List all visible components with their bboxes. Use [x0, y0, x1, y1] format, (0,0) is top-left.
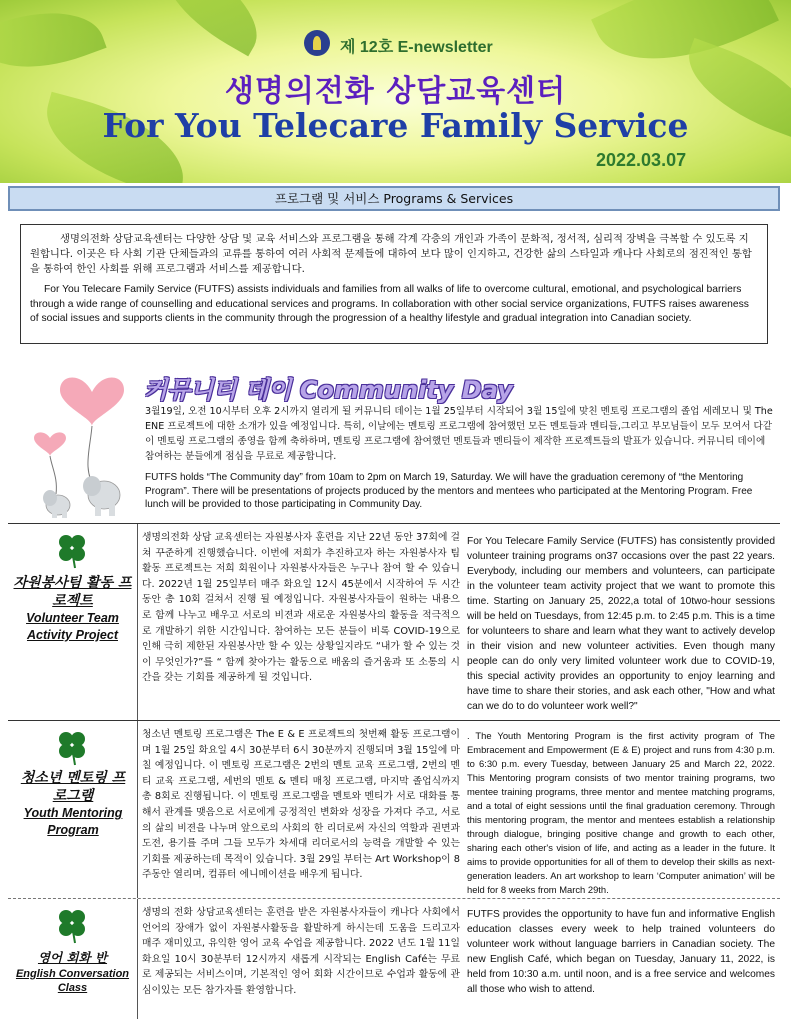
- elephants-balloon-illustration: [12, 360, 140, 520]
- community-day-section: [8, 360, 780, 522]
- program-korean-text: 생명의 전화 상담교육센터는 훈련을 받은 자원봉사자들이 캐나다 사회에서 언어의 장애가 없이 자원봉사활동을 활발하게 하시는데 도움을 드리고자 매주 재미있고, 유익한 영어 교육 수업을 제공합니다. 2022 년도 1월 11일 화요일 10시 30분부터 12시까지 새롭게 시작되는 English Café는 무료로 제공되는 서비스이며, 기본적인 영어 회화 시간이므로 수업과 활동에 관심이있는 모든 참가자를 환영합니다.: [142, 907, 460, 996]
- issue-number: 제 12호 E-newsletter: [340, 39, 493, 56]
- community-day-title: 커뮤니티 데이 Community Day: [144, 376, 513, 404]
- community-day-english: FUTFS holds “The Community day” from 10am to 2pm on March 19, Saturday. We will have the graduation ceremony of “the Mentoring Program”. There will be presentations of projects produced by the mentors and mentees who participated at the Mentoring Program. Free lunch will be provided to those participating in Community Day.: [145, 472, 753, 510]
- issue-date: 2022.03.07: [596, 150, 687, 170]
- leaf-decoration: [144, 0, 275, 56]
- section-bar: 프로그램 및 서비스 Programs & Services: [8, 186, 780, 211]
- program-label: [8, 574, 137, 644]
- column-divider: [137, 899, 138, 1019]
- program-english-text: . The Youth Mentoring Program is the first activity program of The Embracement and Empowerment (E & E) project and runs from 4:30 p.m. to 6:30 p.m. every Tuesday, between January 25 and March 22, 2022. This Mentoring program consists of two mentor training programs, two mentee training programs, three mentor and mentee matching programs, and a total of eight sessions until the final graduation ceremony. Through this mentoring program, the mentor and mentees establish a relationship through dialogue, bringing positive change and growth to each other, sharing each other's vision of life, and acting as a leader in the future. It aims to provide opportunities for all of them to develop their skills as next-generation leaders. An art workshop to learn ‘Computer animation’ will be held for 8 weeks from March 29th.: [467, 730, 775, 895]
- program-english-text: FUTFS provides the opportunity to have fun and informative English education classes every week to help trained volunteers do volunteer work without language barriers in Canadian society. The new English Café, which began on Tuesday, January 11, 2022, is held from 10:30 a.m. until noon, and is a free service and welcomes all those who wish to attend.: [467, 909, 775, 995]
- intro-english: For You Telecare Family Service (FUTFS) assists individuals and families from all walks of life to overcome cultural, emotional, and psychological barriers through a wide range of counselling and educational services and programs. In collaboration with other social service organizations, FUTFS raises awareness of social issues and supports clients in the community through the progression of a healthy lifestyle and gradual integration into Canadian society.: [30, 284, 749, 324]
- program-label-english: Youth Mentoring Program: [23, 806, 123, 837]
- program-youth-mentoring: [8, 720, 780, 898]
- program-english-text: For You Telecare Family Service (FUTFS) has consistently provided volunteer training programs on37 occasions over the past 22 years. Everybody, including our members and volunteers, can participate in the volunteer team activity project that we want to promote this time. Starting on January 25, 2022,a total of 10two-hour sessions will be held on Tuesdays, from 12:45 p.m. to 2:45 p.m. This is a time for volunteers to share and learn what they want to actively develop in their vision and new volunteer activities. Even though many people can do only very limited volunteer work due to COVID-19, this special activity provides an opportunity to enjoy learning and have time to share their stories, and ask each other, "How and what can we do to do volunteer work well?": [467, 536, 775, 712]
- intro-box: [20, 224, 768, 344]
- program-label-english: English Conversation Class: [15, 968, 130, 994]
- korean-title: 생명의전화 상담교육센터: [224, 74, 567, 109]
- community-day-text: [145, 404, 773, 519]
- program-label-english: Volunteer Team Activity Project: [26, 611, 119, 642]
- clover-icon: [52, 905, 92, 945]
- program-english-class: [8, 899, 780, 1019]
- center-logo-icon: [304, 30, 330, 56]
- program-korean-text: 청소년 멘토링 프로그램은 The E & E 프로젝트의 첫번째 활동 프로그램이며 1월 25일 화요일 4시 30분부터 6시 30분까지 진행되며 3월 15일에 마칠 예정입니다. 이 멘토링 프로그램은 2번의 멘토 교육 프로그램, 2번의 멘티 교육 프로그램, 세번의 멘토 & 멘티 매칭 프로그램, 마지막 졸업식까지 총 8회로 진행됩니다. 이 멘토링 프로그램을 멘토와 멘티가 서로 대화를 통해서 관계를 맺음으로 서로에게 긍정적인 변화와 성장을 가져다 주고, 서로의 삶의 비젼을 나누며 앞으로의 사회의 한 리더로써 자신의 역할과 권면과 도전, 용기를 주며 그들 모두가 차세대 리더로서의 능력을 개발할 수 있는 기회를 제공하는데 목적이 있습니다. 3월 29일 부터는 Art Workshop이 8주동안 열리며, 컴퓨터 에니메이션을 배우게 됩니다.: [142, 729, 460, 881]
- program-volunteer-team: [8, 523, 780, 721]
- program-korean-text: 생명의전화 상담 교육센터는 자원봉사자 훈련을 지난 22년 동안 37회에 걸쳐 꾸준하게 진행했습니다. 이번에 저희가 추진하고자 하는 자원봉사자 팀 활동 프로젝트는 저희 회원이나 자원봉사자들은 누구나 참여 할 수 있습니다. 2022년 1월 25일부터 매주 화요일 12시 45분에서 시작하여 두 시간동안 총 10회 걸쳐서 진행 될 예정입니다. 자원봉사자들이 원하는 내용으로 함께 나누고 배우고 서로의 비젼과 새로운 자원봉사의 활동을 적극적으로 개발하기 위한 시간입니다. 참여하는 모든 분들이 비록 COVID-19으로 인해 극히 제한된 자원봉사만 할 수 있는 상황일지라도 “내가 할 수 있는 것이 무엇인가?”를 “ 함께 찾아가는 활동으로 배움의 즐거움과 또 소통의 시간을 갖는 기회를 제공하게 될 것입니다.: [142, 532, 460, 684]
- clover-icon: [52, 530, 92, 570]
- program-label-korean: 자원봉사팀 활동 프로젝트: [13, 575, 132, 609]
- intro-korean: 생명의전화 상담교육센터는 다양한 상담 및 교육 서비스와 프로그램을 통해 각계 각층의 개인과 가족이 문화적, 정서적, 심리적 장벽을 극복할 수 있도록 지원합니다. 이곳은 타 사회 기관 단체들과의 교류를 통하여 여러 사회적 문제들에 대하여 보다 많이 인지하고, 건강한 삶의 스타일과 캐나다 사회로의 점진적인 통합을 통하여 한인 사회를 위해 프로그램과 서비스를 제공합니다.: [30, 233, 752, 275]
- column-divider: [137, 524, 138, 721]
- clover-icon: [52, 727, 92, 767]
- column-divider: [137, 721, 138, 898]
- program-label: [8, 949, 137, 995]
- program-label-korean: 청소년 멘토링 프로그램: [20, 770, 126, 804]
- newsletter-header: [0, 0, 791, 183]
- program-label: [18, 769, 128, 839]
- program-label-korean: 영어 회화 반: [37, 950, 108, 965]
- community-day-korean: 3월19일, 오전 10시부터 오후 2시까지 열리게 될 커뮤니티 데이는 1월 25일부터 시작되어 3월 15일에 맞친 멘토링 프로그램의 졸업 세레모니 및 The ENE 프로젝트에 대한 소개가 있을 예정입니다. 특히, 이날에는 멘토링 프로그램에 참여했던 모든 멘토들과 멘티들,그리고 부모님들이 모두 모여서 다같이 멘토링 프로그램의 종영을 함께 축하하며, 멘토링 프로그램에 참여했던 멘토들과 멘티들이 제작한 프로젝트들의 발표가 있습니다. 커뮤니티 데이에 참여하는 분들에게 점심을 무료로 제공합니다.: [145, 406, 773, 462]
- english-title: For You Telecare Family Service: [102, 106, 689, 145]
